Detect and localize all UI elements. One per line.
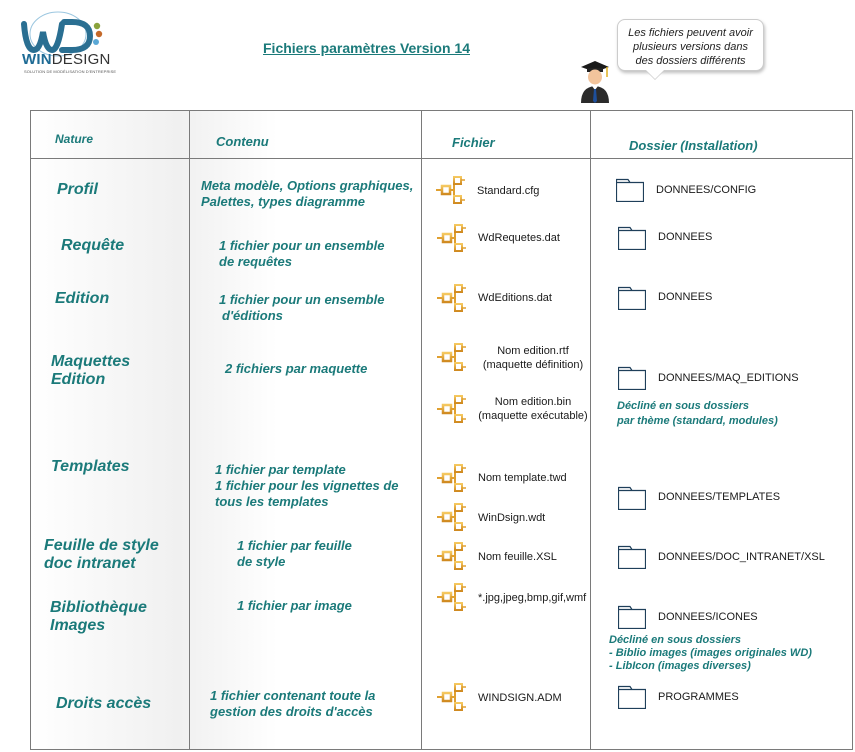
graduate-avatar-icon: [577, 57, 613, 105]
logo-brand: [22, 51, 110, 68]
file-icon: [436, 224, 470, 252]
folder-icon: [618, 605, 646, 629]
contenu-droits-acces: 1 fichier contenant toute la gestion des droits d'accès: [210, 688, 376, 719]
file-name[interactable]: Nom edition.bin (maquette exécutable): [478, 396, 588, 422]
nature-edition: Edition: [55, 290, 110, 307]
folder-path[interactable]: DONNEES/MAQ_EDITIONS: [658, 372, 799, 384]
contenu-maquettes: 2 fichiers par maquette: [225, 361, 368, 376]
file-icon: [436, 583, 470, 611]
header-dossier: Dossier (Installation): [629, 138, 758, 153]
folder-icon: [618, 545, 646, 569]
contenu-profil: Meta modèle, Options graphiques, Palettes, types diagramme: [201, 178, 414, 209]
file-name[interactable]: Standard.cfg: [477, 185, 540, 197]
nature-droits-acces: Droits accès: [56, 695, 152, 712]
nature-feuille-style: Feuille de style doc intranet: [44, 537, 159, 572]
file-icon: [435, 176, 469, 204]
folder-path[interactable]: DONNEES/DOC_INTRANET/XSL: [658, 551, 825, 563]
file-icon: [436, 284, 470, 312]
column-divider: [189, 110, 190, 750]
nature-requete: Requête: [61, 237, 125, 254]
file-icon: [436, 395, 470, 423]
folder-path[interactable]: DONNEES/TEMPLATES: [658, 491, 781, 503]
file-name[interactable]: Nom edition.rtf (maquette définition): [482, 345, 584, 371]
bubble-line: plusieurs versions dans: [633, 41, 748, 53]
page-title: Fichiers paramètres Version 14: [263, 40, 470, 56]
nature-maquettes: Maquettes Edition: [51, 353, 131, 388]
logo-brand-first: WIN: [22, 51, 52, 68]
folder-path[interactable]: DONNEES/ICONES: [658, 611, 758, 623]
contenu-edition: 1 fichier pour un ensemble d'éditions: [219, 292, 385, 323]
folder-icon: [618, 226, 646, 250]
nature-templates: Templates: [51, 458, 130, 475]
logo-brand-second: DESIGN: [51, 51, 111, 68]
folder-icon: [618, 685, 646, 709]
column-divider: [590, 110, 591, 750]
file-icon: [436, 683, 470, 711]
folder-path[interactable]: DONNEES/CONFIG: [656, 184, 757, 196]
folder-icon: [618, 486, 646, 510]
folder-icon: [616, 178, 644, 202]
folder-note: Décliné en sous dossiers par thème (standard, modules): [617, 400, 778, 427]
file-name[interactable]: WdRequetes.dat: [478, 232, 560, 244]
file-name[interactable]: Nom feuille.XSL: [478, 551, 557, 563]
file-name[interactable]: WdEditions.dat: [478, 292, 552, 304]
folder-icon: [618, 286, 646, 310]
contenu-requete: 1 fichier pour un ensemble de requêtes: [219, 238, 385, 269]
folder-icon: [618, 366, 646, 390]
folder-path[interactable]: DONNEES: [658, 291, 713, 303]
file-icon: [436, 464, 470, 492]
bubble-line: Les fichiers peuvent avoir: [628, 27, 753, 39]
column-divider: [421, 110, 422, 750]
file-name[interactable]: WinDsign.wdt: [478, 512, 546, 524]
folder-path[interactable]: PROGRAMMES: [658, 691, 739, 703]
info-bubble: [617, 19, 764, 71]
file-name[interactable]: Nom template.twd: [478, 472, 567, 484]
header-contenu: Contenu: [216, 134, 269, 149]
bubble-line: des dossiers différents: [635, 55, 746, 67]
bubble-tail: [646, 70, 664, 79]
header-nature: Nature: [55, 132, 94, 146]
nature-bibliotheque: Bibliothèque Images: [50, 599, 147, 634]
header-fichier: Fichier: [452, 135, 495, 150]
file-icon: [436, 542, 470, 570]
contenu-bibliotheque: 1 fichier par image: [237, 598, 352, 613]
header-divider: [30, 158, 853, 159]
file-name[interactable]: WINDSIGN.ADM: [478, 692, 562, 704]
contenu-templates: 1 fichier par template 1 fichier pour les vignettes de tous les templates: [215, 462, 399, 509]
file-icon: [436, 503, 470, 531]
folder-note: Décliné en sous dossiers - Biblio images (images originales WD) - LibIcon (images diverses): [609, 634, 812, 672]
logo-tagline: SOLUTION DE MODÉLISATION D'ENTREPRISE: [24, 69, 117, 74]
contenu-feuille-style: 1 fichier par feuille de style: [237, 538, 352, 569]
nature-profil: Profil: [57, 181, 98, 198]
file-name[interactable]: *.jpg,jpeg,bmp,gif,wmf: [478, 592, 587, 604]
folder-path[interactable]: DONNEES: [658, 231, 713, 243]
file-icon: [436, 343, 470, 371]
